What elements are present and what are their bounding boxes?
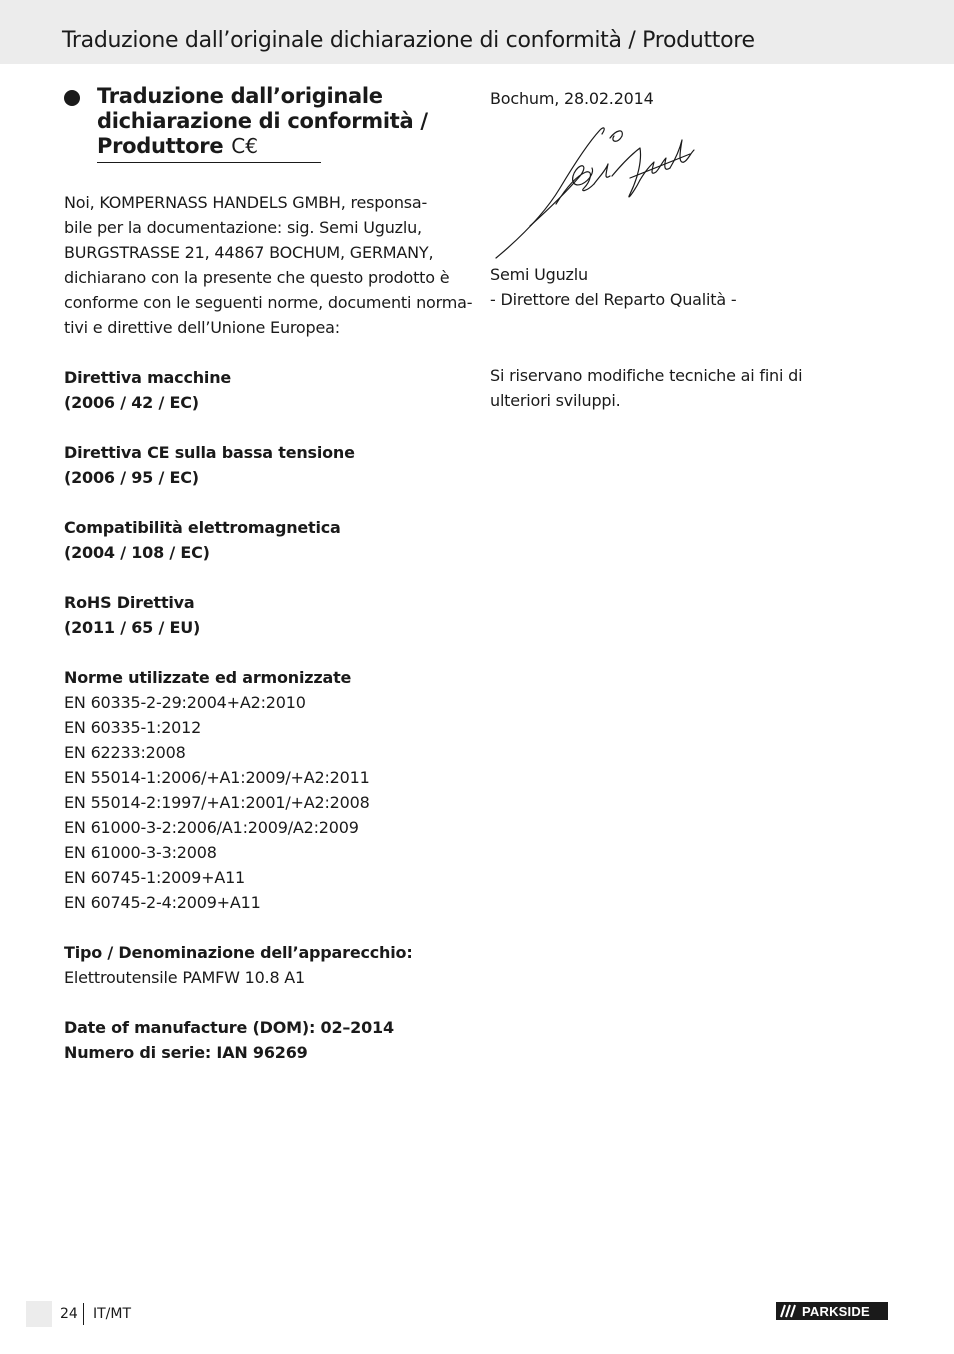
standard-item: EN 61000-3-2:2006/A1:2009/A2:2009 (64, 818, 359, 837)
signer-block (490, 262, 736, 312)
directive-code: (2011 / 65 / EU) (64, 618, 201, 637)
page-header (0, 0, 954, 64)
directive-name: RoHS Direttiva (64, 593, 195, 612)
standards-list (64, 665, 474, 915)
heading-line: Produttore C€ (97, 134, 258, 158)
heading-line: Traduzione dall’originale (97, 84, 383, 108)
standard-item: EN 55014-2:1997/+A1:2001/+A2:2008 (64, 793, 370, 812)
directive-item (64, 515, 474, 565)
place-date: Bochum, 28.02.2014 (490, 89, 654, 108)
intro-line: tivi e direttive dell’Unione Europea: (64, 318, 340, 337)
signer-title: - Direttore del Reparto Qualità - (490, 290, 737, 309)
technical-remarks (490, 363, 802, 413)
device-type-heading: Tipo / Denominazione dell’apparecchio: (64, 943, 413, 962)
directive-name: Direttiva macchine (64, 368, 232, 387)
signature-column (490, 86, 910, 410)
declaration-column (64, 84, 474, 1065)
intro-line: Noi, KOMPERNASS HANDELS GMBH, responsa- (64, 193, 428, 212)
intro-line: dichiarano con la presente che questo prodotto è (64, 268, 450, 287)
remarks-line: Si riservano modifiche tecniche ai fini di (490, 366, 803, 385)
directive-code: (2006 / 42 / EC) (64, 393, 199, 412)
device-type (64, 940, 474, 990)
remarks-line: ulteriori sviluppi. (490, 391, 621, 410)
directive-code: (2004 / 108 / EC) (64, 543, 210, 562)
standard-item: EN 60335-2-29:2004+A2:2010 (64, 693, 306, 712)
signer-name: Semi Uguzlu (490, 265, 588, 284)
directive-code: (2006 / 95 / EC) (64, 468, 199, 487)
footer-marker (26, 1301, 52, 1327)
serial-number: Numero di serie: IAN 96269 (64, 1043, 308, 1062)
language-code: IT/MT (93, 1306, 132, 1322)
footer-divider (83, 1303, 84, 1325)
directive-name: Direttiva CE sulla bassa tensione (64, 443, 355, 462)
heading-line: dichiarazione di conformità / (97, 109, 428, 133)
standard-item: EN 61000-3-3:2008 (64, 843, 217, 862)
directive-item (64, 590, 474, 640)
heading-underline (97, 162, 321, 163)
intro-paragraph (64, 190, 474, 340)
standard-item: EN 60745-1:2009+A11 (64, 868, 246, 887)
device-type-value: Elettroutensile PAMFW 10.8 A1 (64, 968, 306, 987)
ce-mark-icon: C€ (231, 134, 258, 158)
directive-item (64, 365, 474, 415)
standard-item: EN 60335-1:2012 (64, 718, 202, 737)
section-heading (64, 84, 474, 163)
brand-name: PARKSIDE (802, 1303, 870, 1319)
standard-item: EN 55014-1:2006/+A1:2009/+A2:2011 (64, 768, 370, 787)
parkside-logo (776, 1302, 888, 1320)
directive-name: Compatibilità elettromagnetica (64, 518, 341, 537)
manufacture-info (64, 1015, 474, 1065)
intro-line: conforme con le seguenti norme, documenti norma- (64, 293, 473, 312)
directive-item (64, 440, 474, 490)
standard-item: EN 62233:2008 (64, 743, 186, 762)
bullet-icon (64, 90, 80, 106)
brand-slashes-icon (776, 1302, 802, 1320)
page-number: 24 (60, 1306, 78, 1322)
standard-item: EN 60745-2-4:2009+A11 (64, 893, 261, 912)
signature-image (490, 118, 700, 268)
standards-heading: Norme utilizzate ed armonizzate (64, 668, 352, 687)
intro-line: bile per la documentazione: sig. Semi Uguzlu, (64, 218, 422, 237)
page-title: Traduzione dall’originale dichiarazione di conformità / Produttore (62, 28, 755, 53)
manufacture-date: Date of manufacture (DOM): 02–2014 (64, 1018, 394, 1037)
intro-line: BURGSTRASSE 21, 44867 BOCHUM, GERMANY, (64, 243, 434, 262)
